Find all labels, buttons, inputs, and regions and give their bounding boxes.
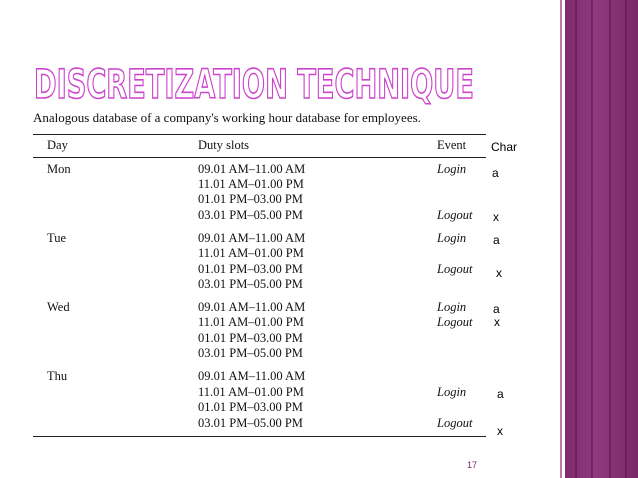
table-bottom-rule (33, 436, 486, 437)
day-mon: Mon (47, 162, 71, 176)
event-thu-login: Login (437, 385, 467, 399)
char-tue-x: x (496, 266, 502, 280)
decorative-sidebar (565, 0, 638, 478)
char-wed-a: a (493, 302, 500, 316)
day-thu: Thu (47, 369, 68, 383)
slot-tue-2: 11.01 AM–01.00 PM (198, 246, 304, 260)
day-wed: Wed (47, 300, 70, 314)
char-mon-x: x (493, 210, 499, 224)
header-day: Day (47, 138, 68, 152)
slot-tue-1: 09.01 AM–11.00 AM (198, 231, 306, 245)
slot-wed-3: 01.01 PM–03.00 PM (198, 331, 303, 345)
slot-wed-1: 09.01 AM–11.00 AM (198, 300, 306, 314)
char-wed-x: x (494, 315, 500, 329)
slide-title (34, 56, 484, 108)
slot-mon-2: 11.01 AM–01.00 PM (198, 177, 304, 191)
char-thu-a: a (497, 387, 504, 401)
header-char: Char (491, 140, 518, 154)
table-caption: Analogous database of a company's working hour database for employees. (33, 110, 421, 125)
slot-mon-3: 01.01 PM–03.00 PM (198, 192, 303, 206)
slot-mon-4: 03.01 PM–05.00 PM (198, 208, 303, 222)
char-tue-a: a (493, 233, 500, 247)
slot-tue-3: 01.01 PM–03.00 PM (198, 262, 303, 276)
event-wed-login: Login (437, 300, 467, 314)
table-top-rule (33, 134, 486, 135)
sidebar-edge-line (560, 0, 562, 478)
event-mon-login: Login (437, 162, 467, 176)
slot-tue-4: 03.01 PM–05.00 PM (198, 277, 303, 291)
svg-text:DISCRETIZATION TECHNIQUE: DISCRETIZATION TECHNIQUE (34, 62, 474, 108)
slot-thu-3: 01.01 PM–03.00 PM (198, 400, 303, 414)
header-event: Event (437, 138, 467, 152)
table-header-rule (33, 157, 486, 158)
slot-wed-4: 03.01 PM–05.00 PM (198, 346, 303, 360)
slot-thu-4: 03.01 PM–05.00 PM (198, 416, 303, 430)
event-mon-logout: Logout (437, 208, 473, 222)
char-mon-a: a (492, 166, 499, 180)
event-thu-logout: Logout (437, 416, 473, 430)
slot-mon-1: 09.01 AM–11.00 AM (198, 162, 306, 176)
header-duty-slots: Duty slots (198, 138, 250, 152)
slot-thu-1: 09.01 AM–11.00 AM (198, 369, 306, 383)
char-thu-x: x (497, 424, 503, 438)
slot-thu-2: 11.01 AM–01.00 PM (198, 385, 304, 399)
day-tue: Tue (47, 231, 66, 245)
page-number: 17 (467, 460, 478, 470)
slot-wed-2: 11.01 AM–01.00 PM (198, 315, 304, 329)
event-tue-login: Login (437, 231, 467, 245)
event-wed-logout: Logout (437, 315, 473, 329)
event-tue-logout: Logout (437, 262, 473, 276)
